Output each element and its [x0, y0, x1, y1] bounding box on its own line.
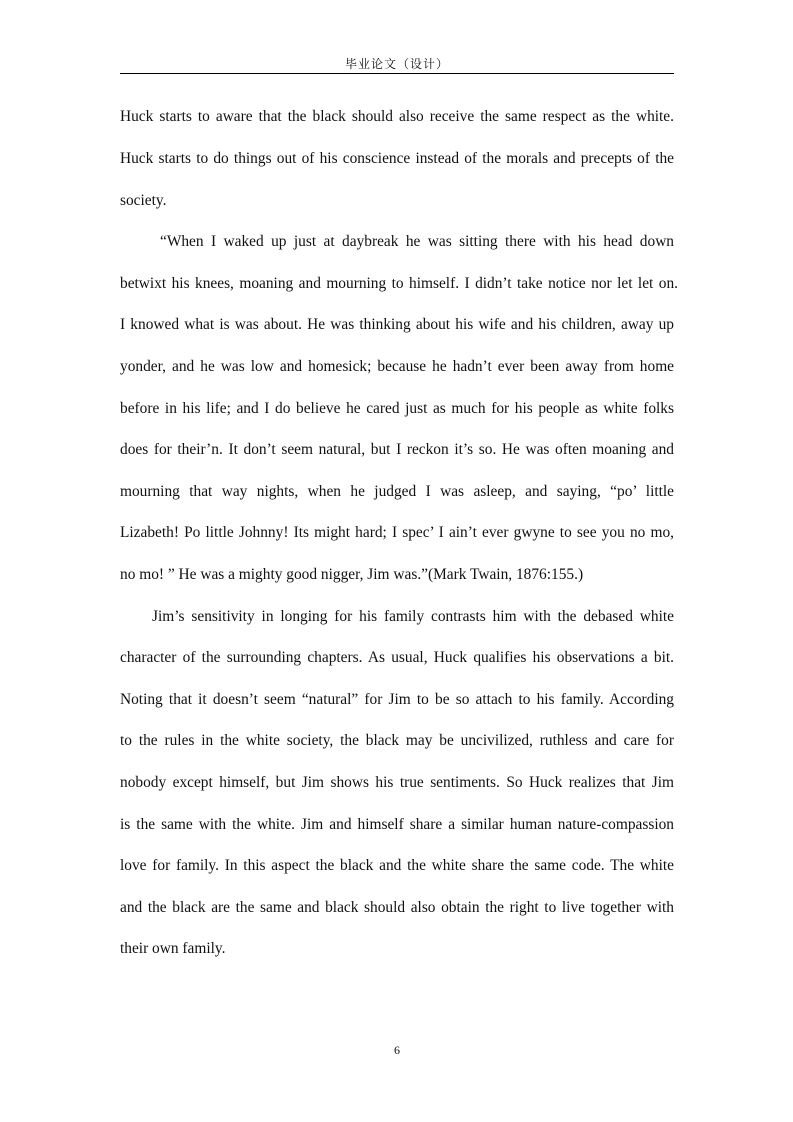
text-line: yonder, and he was low and homesick; because he hadn’t ever been away from home [120, 358, 674, 375]
text-line: to the rules in the white society, the black may be uncivilized, ruthless and care for [120, 732, 674, 749]
text-line: Lizabeth! Po little Johnny! Its might hard; I spec’ I ain’t ever gwyne to see you no mo, [120, 524, 674, 541]
text-line: nobody except himself, but Jim shows his true sentiments. So Huck realizes that Jim [120, 774, 674, 791]
text-line: is the same with the white. Jim and himself share a similar human nature-compassion [120, 816, 674, 833]
text-line: character of the surrounding chapters. As usual, Huck qualifies his observations a bit. [120, 649, 674, 666]
header-rule [120, 73, 674, 74]
text-line: before in his life; and I do believe he cared just as much for his people as white folks [120, 400, 674, 417]
running-header: 毕业论文（设计） [344, 57, 449, 71]
text-line: Huck starts to aware that the black should also receive the same respect as the white. [120, 108, 674, 125]
text-line: Huck starts to do things out of his conscience instead of the morals and precepts of the [120, 150, 674, 167]
text-line: I knowed what is was about. He was thinking about his wife and his children, away up [120, 316, 674, 333]
paragraph-first-line: Jim’s sensitivity in longing for his family contrasts him with the debased white [152, 608, 674, 625]
quote-first-line: “When I waked up just at daybreak he was sitting there with his head down [160, 233, 674, 250]
text-line: love for family. In this aspect the black and the white share the same code. The white [120, 857, 674, 874]
text-line: Noting that it doesn’t seem “natural” for Jim to be so attach to his family. According [120, 691, 674, 708]
text-line: mourning that way nights, when he judged I was asleep, and saying, “po’ little [120, 483, 674, 500]
page-number: 6 [394, 1043, 400, 1057]
text-line: does for their’n. It don’t seem natural, but I reckon it’s so. He was often moaning and [120, 441, 674, 458]
text-line: no mo! ” He was a mighty good nigger, Jim was.”(Mark Twain, 1876:155.) [120, 566, 584, 583]
text-line: their own family. [120, 940, 226, 957]
text-line: betwixt his knees, moaning and mourning to himself. I didn’t take notice nor let let on. [120, 275, 678, 292]
text-line: society. [120, 192, 167, 209]
text-line: and the black are the same and black should also obtain the right to live together with [120, 899, 674, 916]
